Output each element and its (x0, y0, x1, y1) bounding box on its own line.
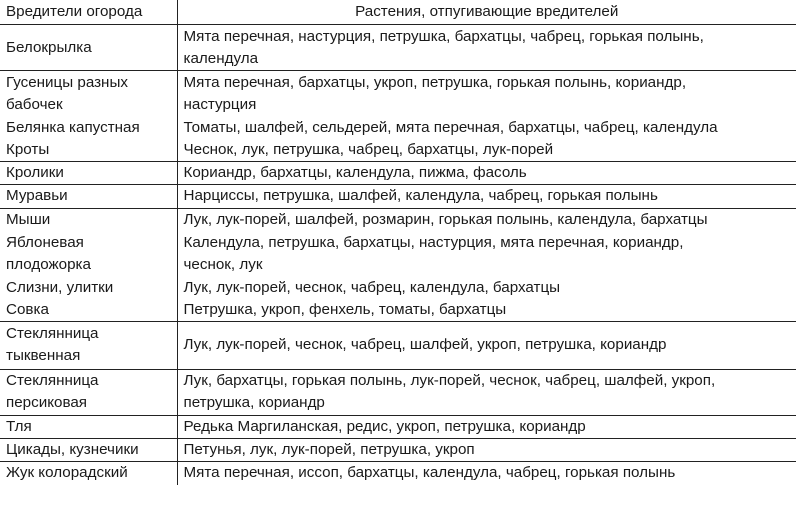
plants-line: чеснок, лук (183, 255, 263, 273)
pest-cell (0, 117, 177, 139)
pest-cell (0, 231, 177, 277)
plants-cell (177, 299, 796, 322)
pest-name-line: персиковая (6, 394, 88, 411)
pest-cell (0, 139, 177, 162)
plants-cell (177, 71, 796, 117)
pest-cell (0, 161, 177, 184)
table-row (0, 208, 796, 231)
table-row (0, 415, 796, 438)
plants-line: Лук, лук-порей, чеснок, чабрец, шалфей, укроп, петрушка, кориандр (183, 336, 667, 353)
table-row (0, 71, 796, 117)
pest-name-line: Мыши (6, 210, 51, 228)
plants-cell (177, 321, 796, 369)
plants-line: Мята перечная, бархатцы, укроп, петрушка, горькая полынь, кориандр, (183, 73, 687, 91)
header-pests: Вредители огорода (0, 0, 177, 25)
table-header-row (0, 0, 796, 25)
table-row (0, 25, 796, 71)
pest-name-line: тыквенная (6, 347, 81, 364)
pest-cell (0, 208, 177, 231)
table-row (0, 117, 796, 139)
plants-line: Петунья, лук, лук-порей, петрушка, укроп (183, 440, 475, 458)
plants-cell (177, 231, 796, 277)
plants-line: Лук, лук-порей, чеснок, чабрец, календула, бархатцы (183, 278, 561, 296)
plants-cell (177, 415, 796, 438)
plants-line: Лук, лук-порей, шалфей, розмарин, горькая полынь, календула, бархатцы (183, 210, 708, 228)
plants-line: Лук, бархатцы, горькая полынь, лук-порей, чеснок, чабрец, шалфей, укроп, (183, 372, 716, 389)
pest-name-line: Кролики (6, 163, 64, 181)
pest-name-line: Тля (6, 417, 32, 435)
table-row (0, 161, 796, 184)
pest-name-line: Белокрылка (6, 38, 92, 56)
pest-name-line: бабочек (6, 95, 63, 113)
plants-cell (177, 208, 796, 231)
pest-cell (0, 415, 177, 438)
table-row (0, 461, 796, 485)
pest-cell (0, 299, 177, 322)
pest-name-line: Стеклянница (6, 372, 99, 389)
pest-cell (0, 321, 177, 369)
plants-line: Чеснок, лук, петрушка, чабрец, бархатцы, лук-порей (183, 140, 554, 158)
table-row (0, 231, 796, 277)
pest-cell (0, 369, 177, 415)
pest-name-line: Слизни, улитки (6, 278, 114, 296)
plants-cell (177, 161, 796, 184)
pest-cell (0, 438, 177, 461)
plants-cell (177, 184, 796, 208)
pest-name-line: Муравьи (6, 187, 68, 204)
pest-name-line: Стеклянница (6, 325, 99, 342)
pest-name-line: Белянка капустная (6, 118, 140, 136)
plants-line: Кориандр, бархатцы, календула, пижма, фасоль (183, 163, 527, 181)
pest-name-line: Жук колорадский (6, 464, 128, 482)
plants-line: Календула, петрушка, бархатцы, настурция, мята перечная, кориандр, (183, 233, 684, 251)
table-row (0, 139, 796, 162)
table-row (0, 438, 796, 461)
pest-cell (0, 461, 177, 485)
plants-cell (177, 117, 796, 139)
plants-cell (177, 277, 796, 299)
table-row (0, 321, 796, 369)
pest-cell (0, 25, 177, 71)
pest-name-line: Гусеницы разных (6, 73, 128, 91)
pest-cell (0, 277, 177, 299)
pest-name-line: Цикады, кузнечики (6, 440, 139, 458)
plants-line: Мята перечная, иссоп, бархатцы, календула, чабрец, горькая полынь (183, 464, 676, 482)
pest-name-line: Совка (6, 300, 49, 318)
table-row (0, 299, 796, 322)
pest-name-line: Кроты (6, 140, 50, 158)
plants-cell (177, 461, 796, 485)
table-row (0, 277, 796, 299)
plants-line: Томаты, шалфей, сельдерей, мята перечная, бархатцы, чабрец, календула (183, 118, 718, 136)
table-body (0, 25, 796, 486)
plants-line: Нарциссы, петрушка, шалфей, календула, чабрец, горькая полынь (183, 187, 658, 204)
plants-line: настурция (183, 95, 257, 113)
plants-line: Петрушка, укроп, фенхель, томаты, бархатцы (183, 300, 507, 318)
header-plants: Растения, отпугивающие вредителей (177, 0, 796, 25)
plants-cell (177, 438, 796, 461)
plants-cell (177, 25, 796, 71)
table-row (0, 184, 796, 208)
pest-cell (0, 71, 177, 117)
pest-name-line: Яблоневая (6, 233, 84, 251)
plants-cell (177, 369, 796, 415)
plants-cell (177, 139, 796, 162)
table-row (0, 369, 796, 415)
plants-line: календула (183, 49, 259, 67)
plants-line: Мята перечная, настурция, петрушка, бархатцы, чабрец, горькая полынь, (183, 27, 704, 45)
pest-cell (0, 184, 177, 208)
plants-line: Редька Маргиланская, редис, укроп, петрушка, кориандр (183, 417, 586, 435)
plants-line: петрушка, кориандр (183, 394, 325, 411)
pest-name-line: плодожорка (6, 255, 91, 273)
